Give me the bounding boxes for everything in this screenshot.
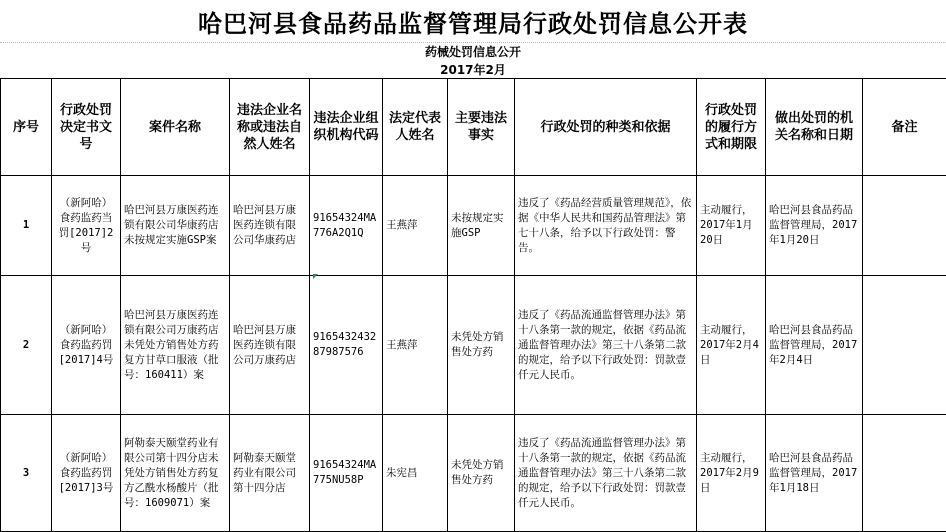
header-case-name: 案件名称 bbox=[121, 79, 230, 176]
cell-case-name: 哈巴河县万康医药连锁有限公司万康药店未凭处方销售处方药复方甘草口服液（批号：160411）案 bbox=[121, 276, 230, 415]
cell-facts: 未按规定实施GSP bbox=[448, 176, 515, 276]
penalty-table bbox=[0, 78, 946, 532]
cell-doc-no: （新阿哈）食药监药罚[2017]4号 bbox=[52, 276, 121, 415]
cell-legal-rep: 王燕萍 bbox=[383, 276, 448, 415]
cell-facts: 未凭处方销售处方药 bbox=[448, 276, 515, 415]
header-row bbox=[1, 79, 946, 176]
cell-legal-rep: 王燕萍 bbox=[383, 176, 448, 276]
page-title: 哈巴河县食品药品监督管理局行政处罚信息公开表 bbox=[0, 0, 946, 42]
cell-penalty: 违反了《药品经营质量管理规范》，依据《中华人民共和国药品管理法》第七十八条，给予以下行政处罚：警告。 bbox=[515, 176, 697, 276]
header-doc-no: 行政处罚决定书文号 bbox=[52, 79, 121, 176]
header-penalty: 行政处罚的种类和依据 bbox=[515, 79, 697, 176]
cell-authority: 哈巴河县食品药品监督管理局，2017年2月4日 bbox=[766, 276, 863, 415]
cell-case-name: 阿勒泰天颐堂药业有限公司第十四分店未凭处方销售处方药复方乙酰水杨酸片（批号：1609071）案 bbox=[121, 415, 230, 532]
table-row bbox=[1, 176, 946, 276]
cell-doc-no: （新阿哈）食药监药当罚[2017]2号 bbox=[52, 176, 121, 276]
header-facts: 主要违法事实 bbox=[448, 79, 515, 176]
cell-execution: 主动履行，2017年2月4日 bbox=[697, 276, 766, 415]
cell-remark bbox=[863, 176, 946, 276]
cell-remark bbox=[863, 415, 946, 532]
cell-comment-marker bbox=[313, 274, 318, 279]
cell-execution: 主动履行，2017年2月9日 bbox=[697, 415, 766, 532]
cell-remark bbox=[863, 276, 946, 415]
cell-seq: 1 bbox=[1, 176, 52, 276]
cell-company: 哈巴河县万康医药连锁有限公司华康药店 bbox=[230, 176, 310, 276]
cell-authority: 哈巴河县食品药品监督管理局，2017年1月18日 bbox=[766, 415, 863, 532]
page-period: 2017年2月 bbox=[0, 60, 946, 78]
cell-seq: 2 bbox=[1, 276, 52, 415]
table-row bbox=[1, 415, 946, 532]
header-legal-rep: 法定代表人姓名 bbox=[383, 79, 448, 176]
cell-facts: 未凭处方销售处方药 bbox=[448, 415, 515, 532]
cell-penalty: 违反了《药品流通监督管理办法》第十八条第一款的规定，依据《药品流通监督管理办法》第三十八条第二款的规定，给予以下行政处罚：罚款壹仟元人民币。 bbox=[515, 415, 697, 532]
header-remark: 备注 bbox=[863, 79, 946, 176]
table-row bbox=[1, 276, 946, 415]
cell-legal-rep: 朱宪昌 bbox=[383, 415, 448, 532]
cell-org-code: 916543243287987576 bbox=[310, 276, 383, 415]
page-subtitle: 药械处罚信息公开 bbox=[0, 42, 946, 60]
header-org-code: 违法企业组织机构代码 bbox=[310, 79, 383, 176]
cell-case-name: 哈巴河县万康医药连锁有限公司华康药店未按规定实施GSP案 bbox=[121, 176, 230, 276]
header-authority: 做出处罚的机关名称和日期 bbox=[766, 79, 863, 176]
cell-execution: 主动履行，2017年1月20日 bbox=[697, 176, 766, 276]
header-execution: 行政处罚的履行方式和期限 bbox=[697, 79, 766, 176]
cell-company: 阿勒泰天颐堂药业有限公司第十四分店 bbox=[230, 415, 310, 532]
cell-org-code: 91654324MA775NU58P bbox=[310, 415, 383, 532]
cell-seq: 3 bbox=[1, 415, 52, 532]
cell-authority: 哈巴河县食品药品监督管理局，2017年1月20日 bbox=[766, 176, 863, 276]
cell-penalty: 违反了《药品流通监督管理办法》第十八条第一款的规定，依据《药品流通监督管理办法》第三十八条第二款的规定，给予以下行政处罚：罚款壹仟元人民币。 bbox=[515, 276, 697, 415]
cell-org-code: 91654324MA776A2Q1Q bbox=[310, 176, 383, 276]
header-seq: 序号 bbox=[1, 79, 52, 176]
cell-doc-no: （新阿哈）食药监药罚[2017]3号 bbox=[52, 415, 121, 532]
header-company: 违法企业名称或违法自然人姓名 bbox=[230, 79, 310, 176]
cell-company: 哈巴河县万康医药连锁有限公司万康药店 bbox=[230, 276, 310, 415]
